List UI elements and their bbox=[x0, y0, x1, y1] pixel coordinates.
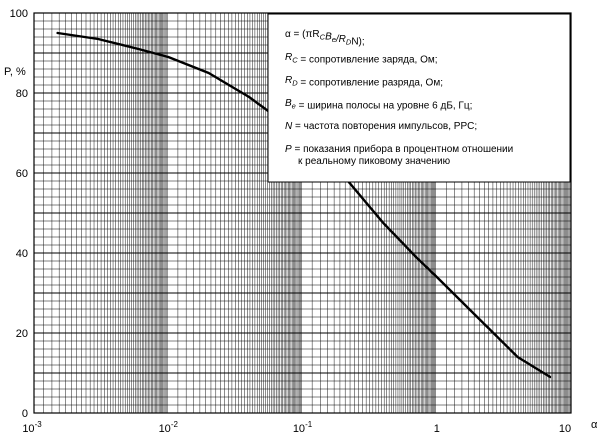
y-tick-label: 100 bbox=[9, 8, 28, 20]
x-tick-labels bbox=[22, 420, 571, 435]
x-tick-label: 10 bbox=[558, 423, 572, 435]
x-tick-label: 1 bbox=[433, 423, 440, 435]
x-tick-label: $10^{-2}$ bbox=[158, 420, 178, 435]
legend-entry: N = частота повторения импульсов, PPC; bbox=[285, 121, 478, 132]
legend-entry: $R_D$ = сопротивление разряда, Ом; bbox=[285, 75, 443, 89]
legend-entry: $\alpha = (\pi R_CB_e/R_DN)$; bbox=[285, 29, 365, 48]
x-tick-label: $10^{-3}$ bbox=[22, 420, 42, 435]
x-tick-label: $10^{-1}$ bbox=[292, 420, 313, 435]
y-axis-label: P, % bbox=[4, 66, 26, 78]
y-tick-label: 20 bbox=[15, 328, 28, 340]
y-tick-label: 80 bbox=[15, 88, 28, 100]
y-tick-label: 40 bbox=[15, 248, 28, 260]
x-axis-label: α bbox=[591, 419, 598, 431]
y-tick-label: 0 bbox=[21, 408, 28, 420]
legend-entry: $B_e$ = ширина полосы на уровне 6 дБ, Гц; bbox=[285, 98, 473, 112]
legend-entry: к реальному пиковому значению bbox=[298, 156, 451, 167]
legend-entry: $R_C$ = сопротивление заряда, Ом; bbox=[285, 52, 438, 66]
legend-entry: P = показания прибора в процентном отношении bbox=[285, 144, 514, 155]
y-tick-label: 60 bbox=[15, 168, 28, 180]
